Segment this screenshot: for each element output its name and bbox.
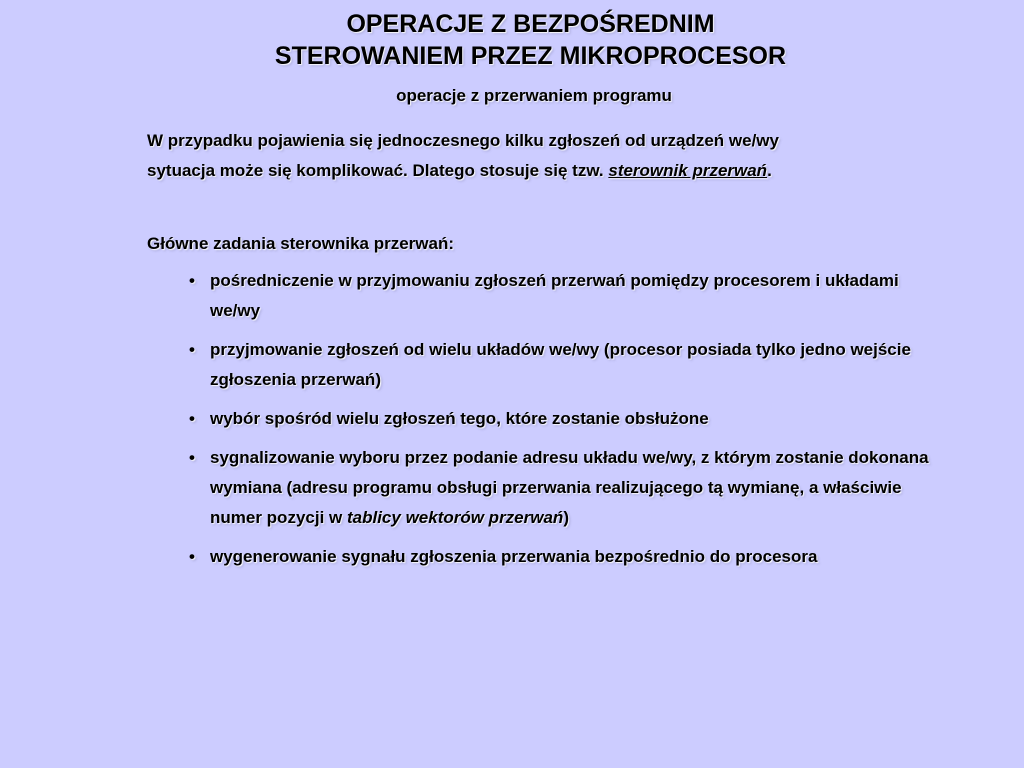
intro-emphasis-term: sterownik przerwań	[608, 161, 768, 180]
slide-title	[0, 8, 1024, 72]
bullet-icon: •	[189, 547, 195, 566]
intro-line-2-text: sytuacja może się komplikować. Dlatego stosuje się tzw.	[147, 161, 609, 180]
tasks-heading: Główne zadania sterownika przerwań:	[147, 234, 455, 253]
intro-line-1: W przypadku pojawienia się jednoczesnego kilku zgłoszeń od urządzeń we/wy	[147, 131, 779, 150]
list-item-emphasis: tablicy wektorów przerwań	[346, 508, 564, 527]
bullet-icon: •	[189, 409, 195, 428]
intro-paragraph	[147, 126, 927, 186]
list-item	[189, 443, 929, 533]
list-item	[189, 404, 929, 434]
slide-title-line-2: STEROWANIEM PRZEZ MIKROPROCESOR	[274, 42, 787, 70]
intro-line-2-end: .	[767, 161, 772, 180]
list-item-text: przyjmowanie zgłoszeń od wielu układów we/wy (procesor posiada tylko jedno wejście zgłoszenia przerwań)	[210, 340, 911, 389]
list-item-text: pośredniczenie w przyjmowaniu zgłoszeń przerwań pomiędzy procesorem i układami we/wy	[210, 271, 899, 320]
list-item-text-end: )	[563, 508, 569, 527]
list-item-text: wygenerowanie sygnału zgłoszenia przerwania bezpośrednio do procesora	[210, 547, 818, 566]
list-item	[189, 542, 929, 572]
bullet-icon: •	[189, 448, 195, 467]
bullet-icon: •	[189, 271, 195, 290]
slide-title-line-1: OPERACJE Z BEZPOŚREDNIM	[346, 10, 715, 38]
tasks-list	[189, 266, 929, 581]
list-item-text: wybór spośród wielu zgłoszeń tego, które zostanie obsłużone	[210, 409, 709, 428]
list-item	[189, 266, 929, 326]
bullet-icon: •	[189, 340, 195, 359]
list-item-text: sygnalizowanie wyboru przez podanie adresu układu we/wy, z którym zostanie dokonana wymiana (adresu programu obsługi przerwania realizującego tą wymianę, a właściwie numer pozycji w	[210, 448, 929, 527]
slide-subtitle: operacje z przerwaniem programu	[396, 86, 672, 105]
list-item	[189, 335, 929, 395]
